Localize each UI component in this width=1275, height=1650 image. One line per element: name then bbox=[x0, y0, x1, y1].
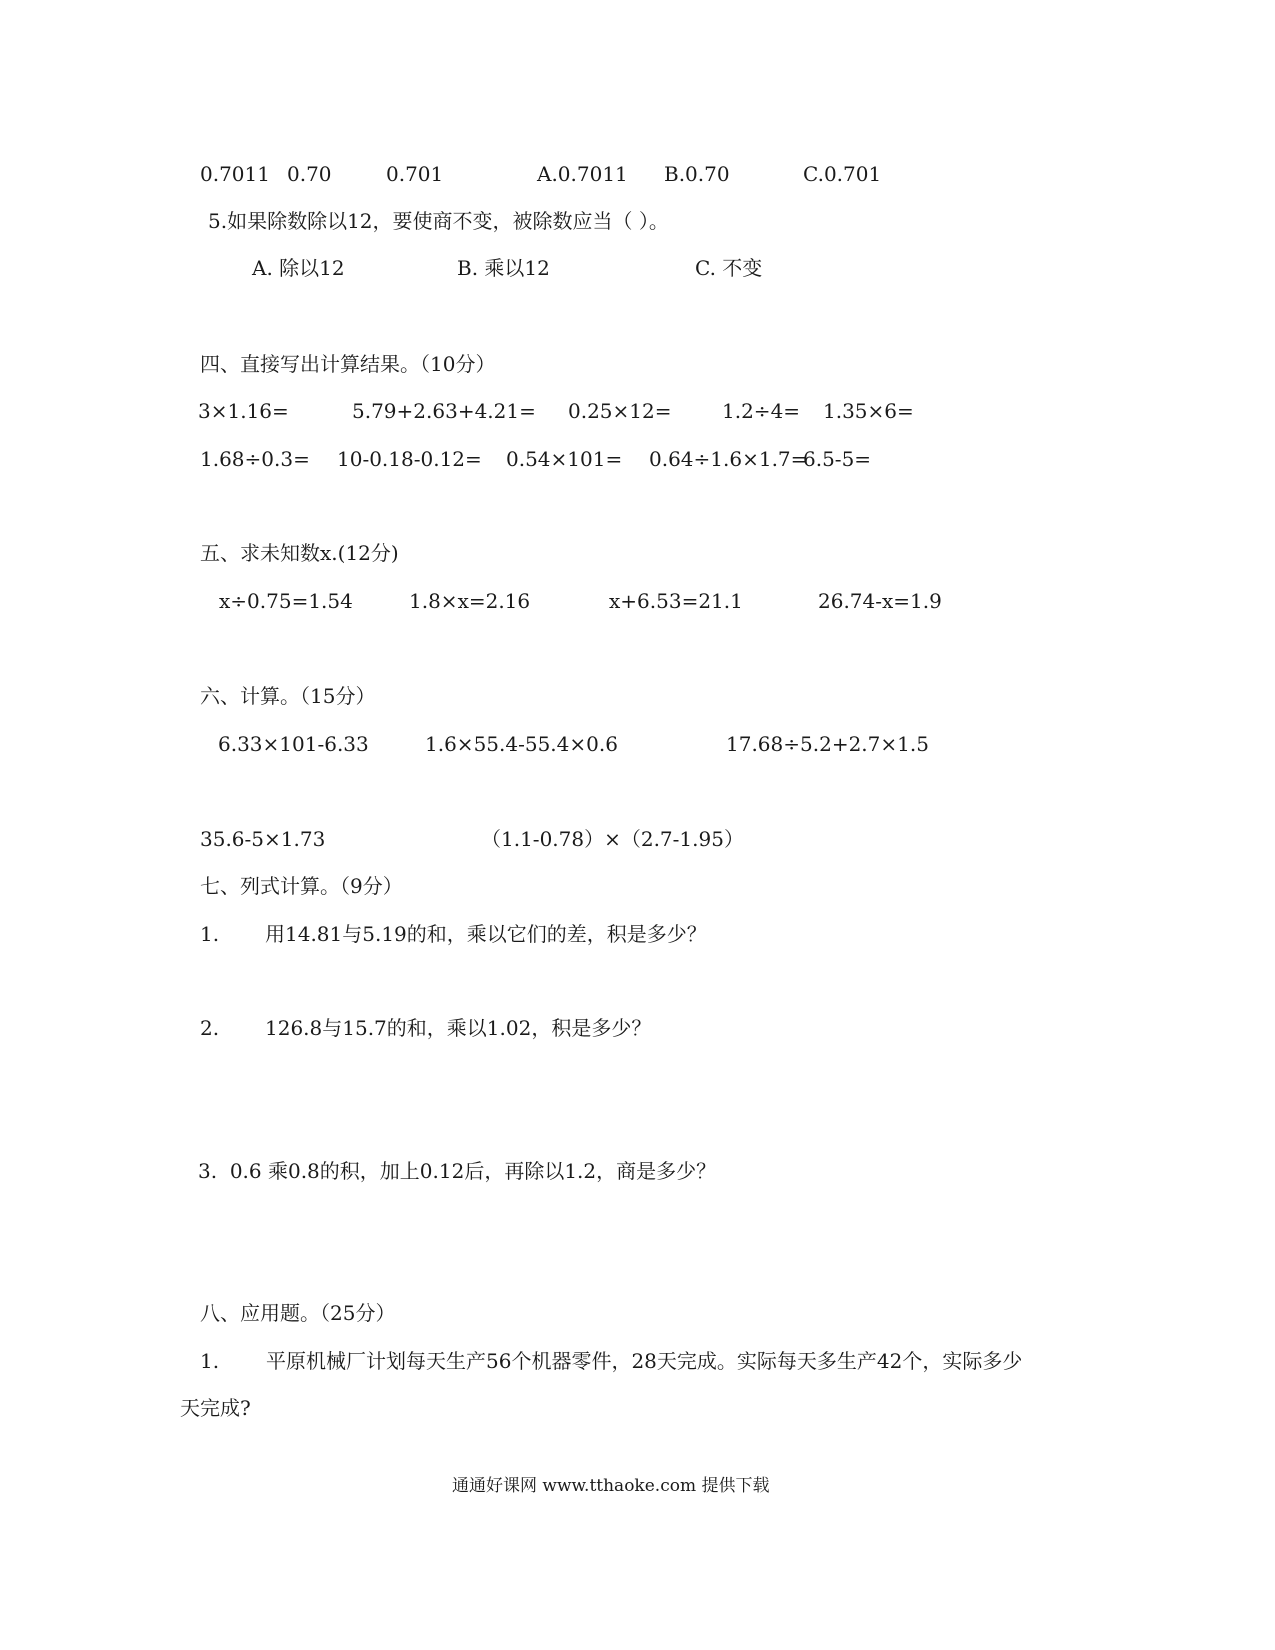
section-5-heading: 五、求未知数x.(12分) bbox=[200, 541, 399, 565]
calc-item: （1.1-0.78）×（2.7-1.95） bbox=[481, 827, 744, 851]
q8-1-text-continued: 天完成? bbox=[180, 1396, 251, 1420]
calc-item: 3×1.16= bbox=[198, 399, 289, 423]
calc-item: 0.25×12= bbox=[568, 399, 672, 423]
choice-value: 0.701 bbox=[386, 162, 444, 186]
q7-2-number: 2. bbox=[200, 1016, 220, 1040]
calc-item: 6.33×101-6.33 bbox=[218, 732, 369, 756]
calc-item: 35.6-5×1.73 bbox=[200, 827, 326, 851]
calc-item: 1.35×6= bbox=[823, 399, 914, 423]
q5-option-c: C. 不变 bbox=[695, 256, 763, 280]
calc-item: 10-0.18-0.12= bbox=[337, 447, 482, 471]
section-7-heading: 七、列式计算。（9分） bbox=[200, 874, 403, 898]
q7-1-number: 1. bbox=[200, 922, 220, 946]
choice-value: 0.7011 bbox=[200, 162, 270, 186]
q7-3-number: 3. bbox=[198, 1159, 218, 1183]
choice-option-b: B.0.70 bbox=[664, 162, 730, 186]
choice-option-a: A.0.7011 bbox=[537, 162, 628, 186]
equation-item: 1.8×x=2.16 bbox=[409, 589, 531, 613]
section-8-heading: 八、应用题。（25分） bbox=[200, 1301, 396, 1325]
equation-item: x+6.53=21.1 bbox=[609, 589, 743, 613]
section-4-heading: 四、直接写出计算结果。（10分） bbox=[200, 352, 496, 376]
calc-item: 0.54×101= bbox=[506, 447, 623, 471]
choice-value: 0.70 bbox=[287, 162, 332, 186]
calc-item: 1.2÷4= bbox=[722, 399, 801, 423]
calc-item: 17.68÷5.2+2.7×1.5 bbox=[726, 732, 929, 756]
calc-item: 1.68÷0.3= bbox=[200, 447, 310, 471]
q7-3-text bbox=[198, 1159, 716, 1183]
equation-item: 26.74-x=1.9 bbox=[818, 589, 942, 613]
q7-1-text: 用14.81与5.19的和，乘以它们的差，积是多少？ bbox=[265, 922, 707, 946]
q5-option-a: A. 除以12 bbox=[252, 256, 345, 280]
q7-2-text: 126.8与15.7的和，乘以1.02，积是多少？ bbox=[265, 1016, 652, 1040]
calc-item: 5.79+2.63+4.21= bbox=[352, 399, 536, 423]
q8-1-text: 平原机械厂计划每天生产56个机器零件，28天完成。实际每天多生产42个，实际多少 bbox=[266, 1349, 1023, 1373]
equation-item: x÷0.75=1.54 bbox=[219, 589, 353, 613]
q5-option-b: B. 乘以12 bbox=[457, 256, 550, 280]
calc-item: 6.5-5= bbox=[803, 447, 872, 471]
choice-option-c: C.0.701 bbox=[803, 162, 882, 186]
section-6-heading: 六、计算。（15分） bbox=[200, 684, 376, 708]
q7-3-body: 0.6 乘0.8的积，加上0.12后，再除以1.2，商是多少？ bbox=[229, 1159, 717, 1183]
calc-item: 0.64÷1.6×1.7= bbox=[649, 447, 808, 471]
q8-1-number: 1. bbox=[200, 1349, 220, 1373]
page-footer: 通通好课网 www.tthaoke.com 提供下载 bbox=[452, 1476, 770, 1496]
question-5: 5.如果除数除以12，要使商不变，被除数应当（ ）。 bbox=[208, 209, 669, 233]
calc-item: 1.6×55.4-55.4×0.6 bbox=[425, 732, 618, 756]
